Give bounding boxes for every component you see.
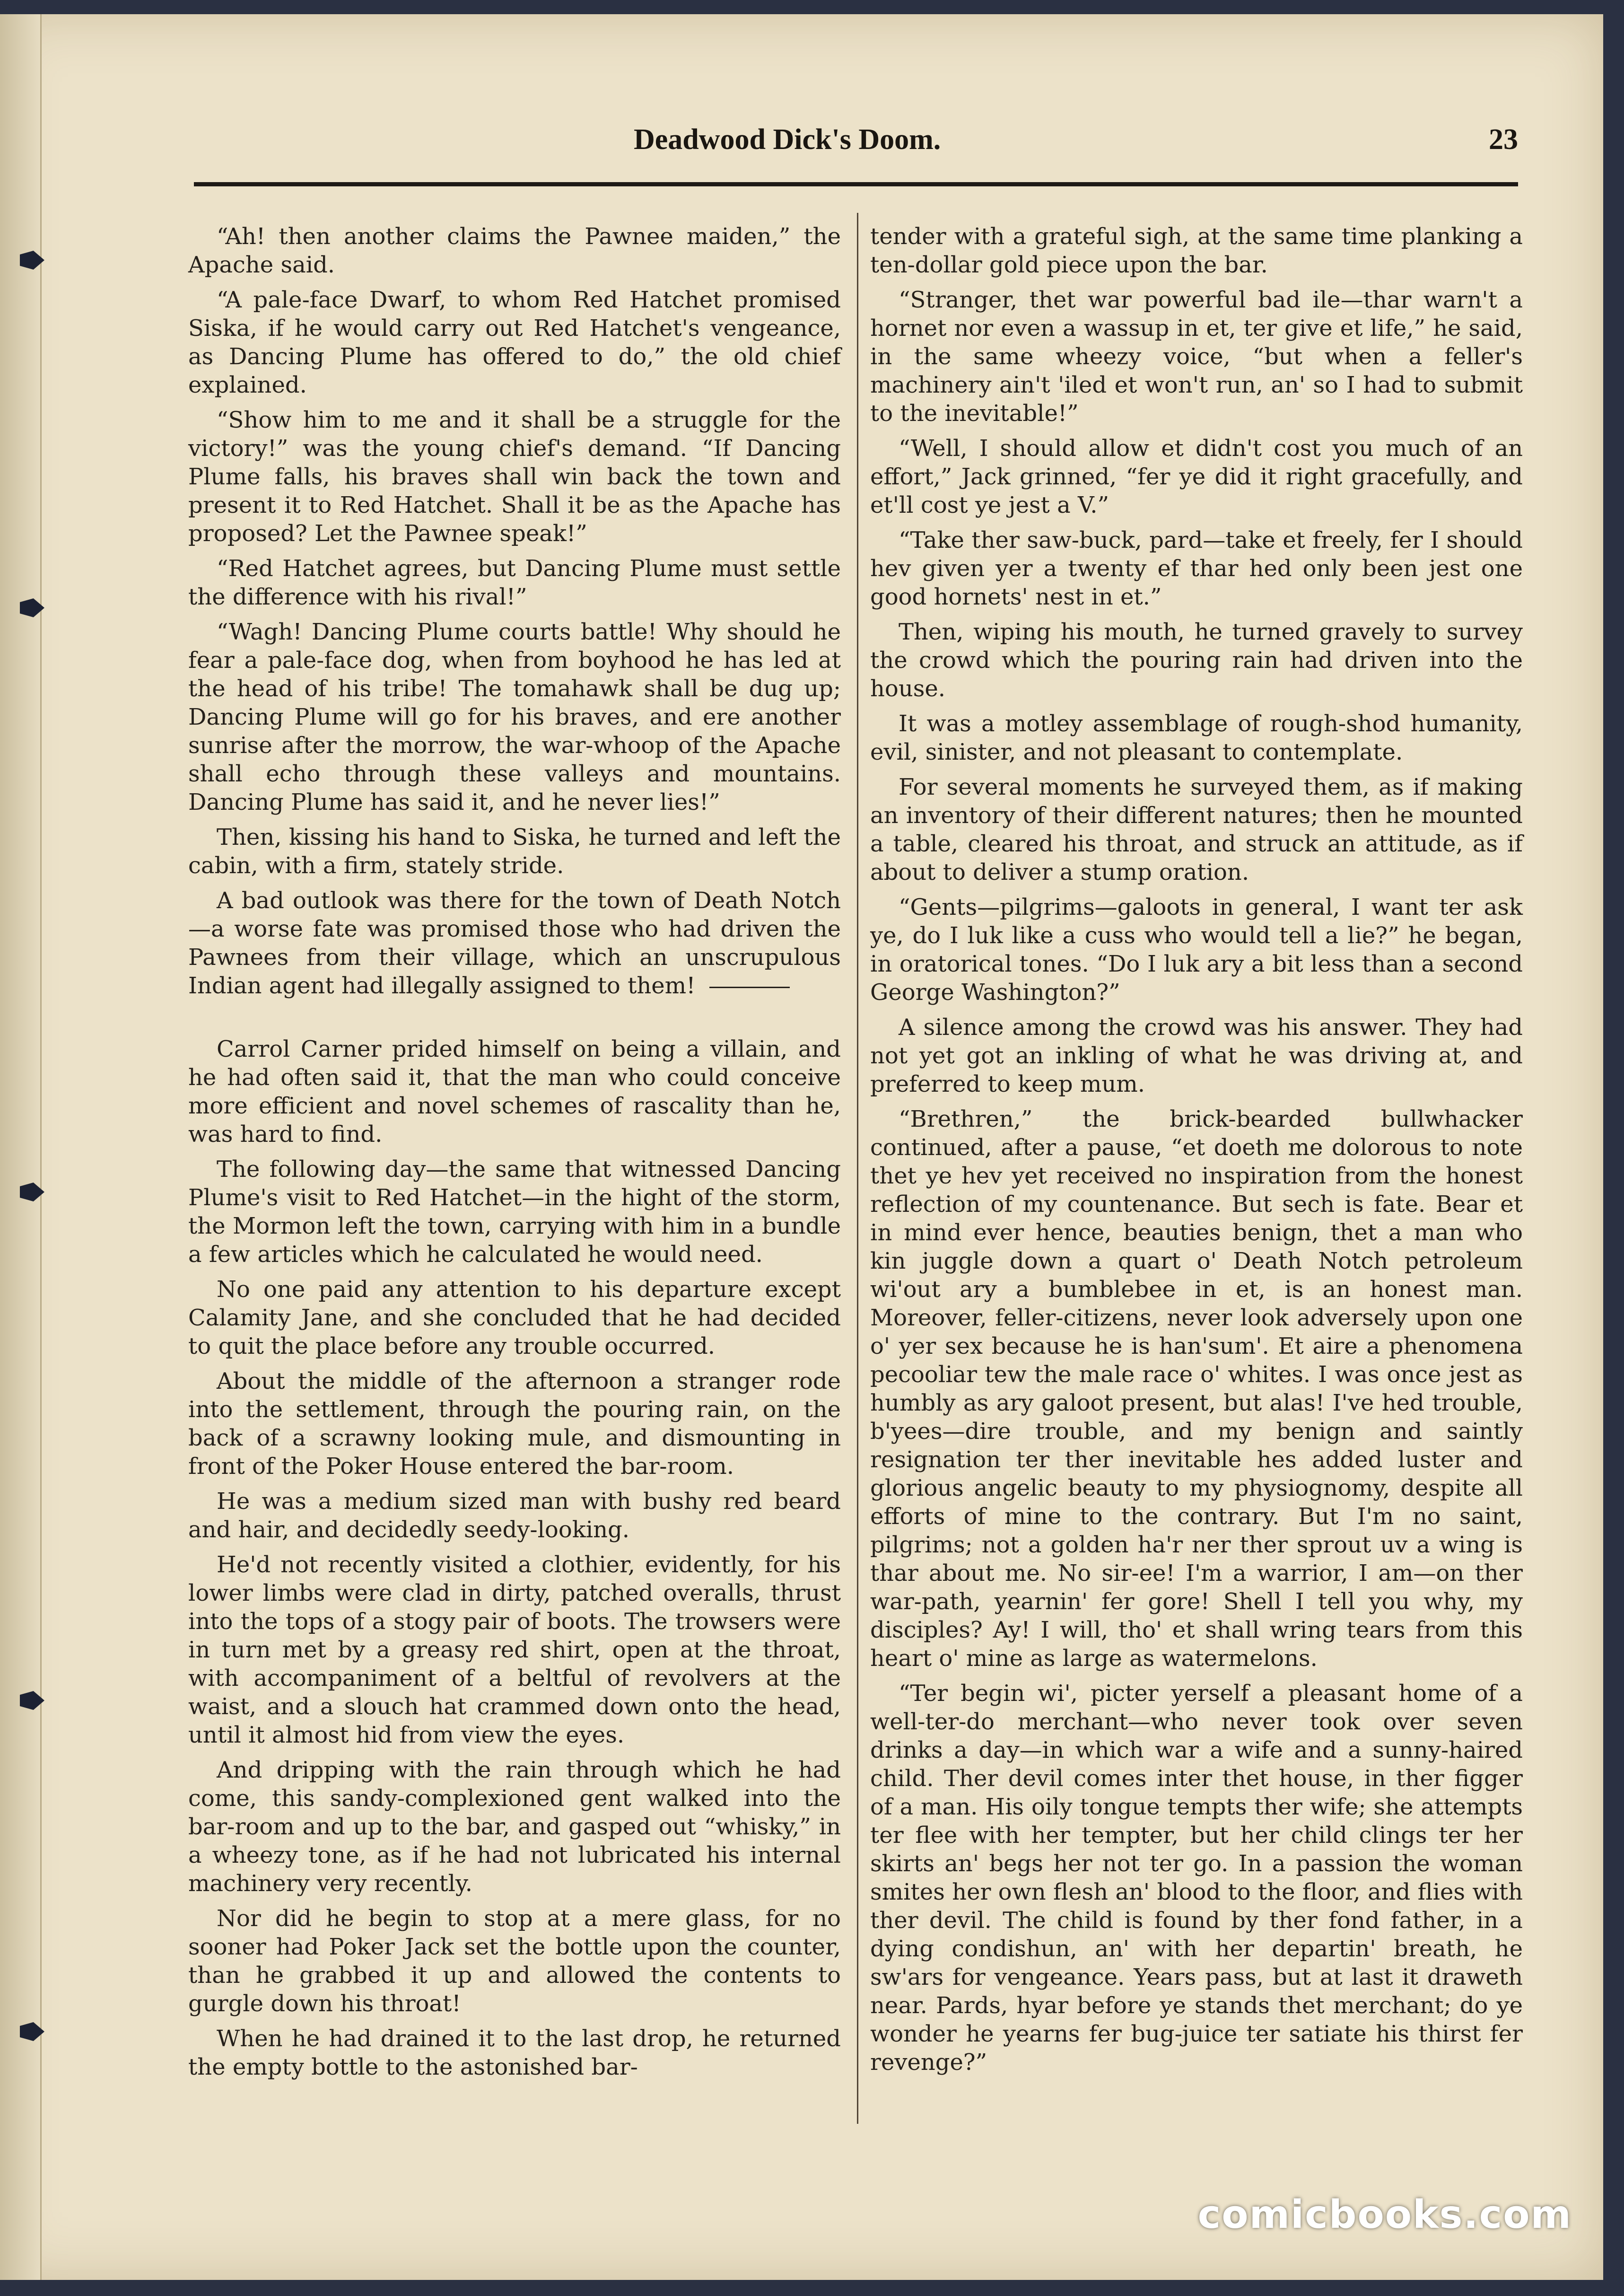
paragraph: About the middle of the afternoon a stranger rode into the settlement, through the pouring rain, on the back of a scrawny looking mule, and dismounting in front of the Poker House entered the bar-room. xyxy=(188,1368,841,1480)
page-number: 23 xyxy=(1489,123,1518,156)
scene-break-rule xyxy=(709,987,790,988)
paragraph: “Brethren,” the brick-bearded bullwhacker continued, after a pause, “et doeth me dolorous to note thet ye hev yet received no inspiration from the honest reflection of my countenance. But sech is fate. Bear et in mind ever hence, beauties benign, thet a man who kin juggle down a quart o' Death Notch petroleum wi'out ary a bumblebee in et, is an honest man. Moreover, feller-citizens, never look adversely upon one o' yer sex because he is han'sum'. Et aire a phenomena pecooliar tew the male race o' whites. I was once jest as humbly as ary galoot present, but alas! I've hed trouble, b'yees—dire trouble, and my benign and saintly resignation ter ther inevitable hes added luster and glorious angelic beauty to my physiognomy, despite all efforts of mine to the contrary. But I'm no saint, pilgrims; not a golden ha'r ner ther sprout uv a wing is thar about me. No sir-ee! I'm a warrior, I am—on ther war-path, yearnin' fer gore! Shell I tell you why, my disciples? Ay! I will, tho' et shall wring tears from this heart o' mine as large as watermelons. xyxy=(870,1106,1523,1672)
paragraph: For several moments he surveyed them, as if making an inventory of their different natures; then he mounted a table, cleared his throat, and struck an attitude, as if about to deliver a stump oration. xyxy=(870,774,1523,885)
paragraph: “Show him to me and it shall be a struggle for the victory!” was the young chief's demand. “If Dancing Plume falls, his braves shall win back the town and present it to Red Hatchet. Shall it be as the Apache has proposed? Let the Pawnee speak!” xyxy=(188,407,841,547)
paragraph: Nor did he begin to stop at a mere glass, for no sooner had Poker Jack set the bottle upon the counter, than he grabbed it up and allowed the contents to gurgle down his throat! xyxy=(188,1905,841,2017)
stitch-mark xyxy=(20,2022,44,2041)
paragraph: “Wagh! Dancing Plume courts battle! Why should he fear a pale-face dog, when from boyhood he has led at the head of his tribe! The tomahawk shall be dug up; Dancing Plume will go for his braves, and ere another sunrise after the morrow, the war-whoop of the Apache shall echo through these valleys and mountains. Dancing Plume has said it, and he never lies!” xyxy=(188,619,841,815)
paragraph: When he had drained it to the last drop, he returned the empty bottle to the astonished bar- xyxy=(188,2025,841,2080)
stitch-mark xyxy=(20,251,44,270)
running-title: Deadwood Dick's Doom. xyxy=(634,123,941,156)
stitch-mark xyxy=(20,1183,44,1201)
left-column xyxy=(188,222,841,2143)
site-watermark: comicbooks.com xyxy=(1197,2192,1572,2237)
right-column xyxy=(870,222,1523,2143)
page-header xyxy=(189,123,1518,175)
stitch-mark xyxy=(20,1691,44,1710)
paragraph: No one paid any attention to his departure except Calamity Jane, and she concluded that he had decided to quit the place before any trouble occurred. xyxy=(188,1276,841,1359)
paragraph: “Take ther saw-buck, pard—take et freely, fer I should hev given yer a twenty ef thar hed only been jest one good hornets' nest in et.” xyxy=(870,527,1523,610)
paragraph: A silence among the crowd was his answer. They had not yet got an inkling of what he was driving at, and preferred to keep mum. xyxy=(870,1014,1523,1097)
paragraph: He was a medium sized man with bushy red beard and hair, and decidedly seedy-looking. xyxy=(188,1488,841,1543)
paragraph: “Red Hatchet agrees, but Dancing Plume must settle the difference with his rival!” xyxy=(188,555,841,610)
paragraph: Then, kissing his hand to Siska, he turned and left the cabin, with a firm, stately stride. xyxy=(188,824,841,879)
paragraph: “Well, I should allow et didn't cost you much of an effort,” Jack grinned, “fer ye did it right gracefully, and et'll cost ye jest a V.” xyxy=(870,435,1523,518)
paragraph: Then, wiping his mouth, he turned gravely to survey the crowd which the pouring rain had driven into the house. xyxy=(870,619,1523,702)
stitch-mark xyxy=(20,598,44,617)
header-rule xyxy=(194,182,1518,186)
paragraph: “Ter begin wi', picter yerself a pleasant home of a well-ter-do merchant—who never took over seven drinks a day—in which war a wife and a sunny-haired child. Ther devil comes inter thet house, in ther figger of a man. His oily tongue tempts ther wife; she attempts ter flee with her tempter, but her child clings ter her skirts an' begs her not ter go. In a passion the woman smites her own flesh an' blood to the floor, and flies with ther devil. The child is found by ther fond father, in a dying condishun, an' with her departin' breath, he sw'ars for vengeance. Years pass, but at last it draweth near. Pards, hyar before ye stands thet merchant; do ye wonder he yearns fer bug-juice ter satiate his thirst fer revenge?” xyxy=(870,1680,1523,2076)
paragraph: It was a motley assemblage of rough-shod humanity, evil, sinister, and not pleasant to contemplate. xyxy=(870,710,1523,765)
column-divider xyxy=(857,213,858,2124)
paragraph-with-scene-break xyxy=(188,886,841,1000)
paragraph: “Ah! then another claims the Pawnee maiden,” the Apache said. xyxy=(188,223,841,278)
paragraph: And dripping with the rain through which he had come, this sandy-complexioned gent walked into the bar-room and up to the bar, and gasped out “whisky,” in a wheezy tone, as if he had not lubricated his internal machinery very recently. xyxy=(188,1757,841,1897)
paragraph: “A pale-face Dwarf, to whom Red Hatchet promised Siska, if he would carry out Red Hatchet's vengeance, as Dancing Plume has offered to do,” the old chief explained. xyxy=(188,287,841,398)
paragraph-text: A bad outlook was there for the town of Death Notch—a worse fate was promised those who had driven the Pawnees from their village, which an unscrupulous Indian agent had illegally assigned to them! xyxy=(188,887,841,999)
paragraph: He'd not recently visited a clothier, evidently, for his lower limbs were clad in dirty, patched overalls, thrust into the tops of a stogy pair of boots. The trowsers were in turn met by a greasy red shirt, open at the throat, with accompaniment of a beltful of revolvers at the waist, and a slouch hat crammed down onto the head, until it almost hid from view the eyes. xyxy=(188,1551,841,1748)
paragraph: “Gents—pilgrims—galoots in general, I want ter ask ye, do I luk like a cuss who would tell a lie?” he began, in oratorical tones. “Do I luk ary a bit less than a second George Washington?” xyxy=(870,894,1523,1006)
paragraph: Carrol Carner prided himself on being a villain, and he had often said it, that the man who could conceive more efficient and novel schemes of rascality than he, was hard to find. xyxy=(188,1036,841,1148)
binding-gutter xyxy=(0,14,42,2280)
paragraph: The following day—the same that witnessed Dancing Plume's visit to Red Hatchet—in the hight of the storm, the Mormon left the town, carrying with him in a bundle a few articles which he calculated he would need. xyxy=(188,1156,841,1268)
paragraph-continued: tender with a grateful sigh, at the same time planking a ten-dollar gold piece upon the bar. xyxy=(870,223,1523,278)
book-page xyxy=(0,14,1603,2280)
section-gap xyxy=(188,1007,841,1035)
paragraph: “Stranger, thet war powerful bad ile—thar warn't a hornet nor even a wassup in et, ter give et life,” he said, in the same wheezy voice, “but when a feller's machinery ain't 'iled et won't run, an' so I had to submit to the inevitable!” xyxy=(870,287,1523,427)
